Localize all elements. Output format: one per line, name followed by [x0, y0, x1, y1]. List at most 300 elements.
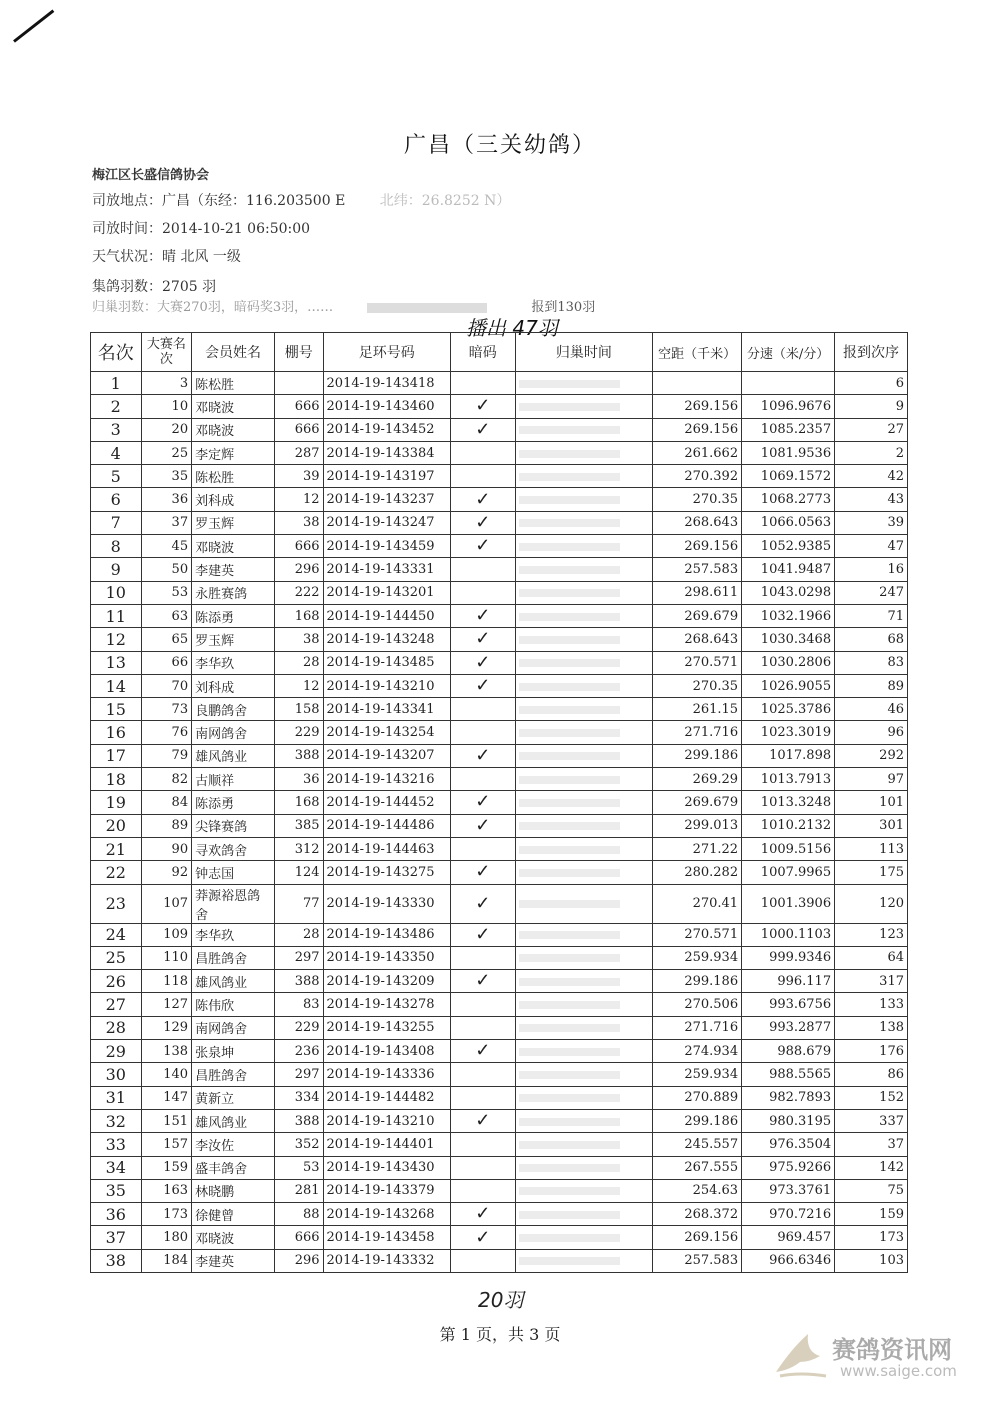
- rank-cell: 12: [91, 628, 142, 651]
- loft-cell: 77: [275, 884, 324, 923]
- faded-time-text: [519, 473, 621, 481]
- release-latitude: 北纬：26.8252 N）: [379, 193, 511, 209]
- return-time-cell: [515, 970, 653, 993]
- check-mark-icon: ✓: [475, 535, 491, 557]
- secret-mark-cell: [450, 1133, 515, 1156]
- secret-mark-cell: [450, 1063, 515, 1086]
- distance-cell: 268.643: [653, 511, 742, 534]
- weather-status: 天气状况：晴 北风 一级: [92, 249, 241, 265]
- member-cell: 昌胜鸽舍: [192, 1063, 275, 1086]
- return-time-cell: [515, 993, 653, 1016]
- rank-cell: 28: [91, 1016, 142, 1039]
- ring-cell: 2014-19-143460: [323, 395, 450, 418]
- table-row: [91, 1226, 908, 1249]
- return-time-cell: [515, 604, 653, 627]
- secret-mark-cell: [450, 604, 515, 627]
- distance-cell: 274.934: [653, 1040, 742, 1063]
- table-row: [91, 1156, 908, 1179]
- table-row: [91, 884, 908, 923]
- distance-cell: 299.186: [653, 970, 742, 993]
- ring-cell: 2014-19-144452: [323, 791, 450, 814]
- table-row: [91, 744, 908, 767]
- ring-cell: 2014-19-143278: [323, 993, 450, 1016]
- ring-cell: 2014-19-143418: [323, 372, 450, 395]
- member-cell: 莽源裕恩鸽舍: [192, 884, 275, 923]
- header-member: 会员姓名: [192, 333, 275, 372]
- table-row: [91, 558, 908, 581]
- return-time-cell: [515, 861, 653, 884]
- table-row: [91, 441, 908, 464]
- return-time-cell: [515, 923, 653, 946]
- table-row: [91, 721, 908, 744]
- secret-mark-cell: [450, 372, 515, 395]
- table-row: [91, 970, 908, 993]
- ring-cell: 2014-19-143430: [323, 1156, 450, 1179]
- report-order-cell: 83: [835, 651, 908, 674]
- race-rank-cell: 90: [141, 837, 192, 860]
- report-order-cell: 75: [835, 1179, 908, 1202]
- distance-cell: 270.506: [653, 993, 742, 1016]
- loft-cell: 28: [275, 651, 324, 674]
- check-mark-icon: ✓: [475, 418, 491, 440]
- distance-cell: 254.63: [653, 1179, 742, 1202]
- loft-cell: 388: [275, 970, 324, 993]
- return-time-cell: [515, 488, 653, 511]
- report-order-cell: 27: [835, 418, 908, 441]
- return-time-cell: [515, 1086, 653, 1109]
- report-order-cell: 173: [835, 1226, 908, 1249]
- member-cell: 刘科成: [192, 488, 275, 511]
- speed-cell: 975.9266: [742, 1156, 835, 1179]
- faded-time-text: [519, 706, 621, 714]
- speed-cell: 1017.898: [742, 744, 835, 767]
- speed-cell: 988.5565: [742, 1063, 835, 1086]
- ring-cell: 2014-19-143248: [323, 628, 450, 651]
- report-order-cell: 152: [835, 1086, 908, 1109]
- speed-cell: 1013.3248: [742, 791, 835, 814]
- return-time-cell: [515, 465, 653, 488]
- distance-cell: 269.679: [653, 791, 742, 814]
- secret-mark-cell: [450, 698, 515, 721]
- release-time: 司放时间：2014-10-21 06:50:00: [92, 221, 311, 237]
- loft-cell: [275, 372, 324, 395]
- race-rank-cell: 63: [141, 604, 192, 627]
- race-rank-cell: 66: [141, 651, 192, 674]
- ring-cell: 2014-19-144401: [323, 1133, 450, 1156]
- race-rank-cell: 79: [141, 744, 192, 767]
- race-rank-cell: 76: [141, 721, 192, 744]
- faded-time-text: [519, 846, 621, 854]
- member-cell: 昌胜鸽舍: [192, 946, 275, 969]
- loft-cell: 388: [275, 1109, 324, 1132]
- header-loft: 棚号: [275, 333, 324, 372]
- member-cell: 李建英: [192, 558, 275, 581]
- table-row: [91, 1040, 908, 1063]
- member-cell: 南网鸽舍: [192, 721, 275, 744]
- return-time-cell: [515, 535, 653, 558]
- distance-cell: 268.643: [653, 628, 742, 651]
- ring-cell: 2014-19-143384: [323, 441, 450, 464]
- rank-cell: 6: [91, 488, 142, 511]
- member-cell: 罗玉辉: [192, 628, 275, 651]
- race-rank-cell: 118: [141, 970, 192, 993]
- member-cell: 张泉坤: [192, 1040, 275, 1063]
- speed-cell: 993.6756: [742, 993, 835, 1016]
- distance-cell: 257.583: [653, 558, 742, 581]
- faded-time-text: [519, 613, 621, 621]
- report-order-cell: 42: [835, 465, 908, 488]
- faded-time-text: [519, 519, 621, 527]
- return-time-cell: [515, 1040, 653, 1063]
- check-mark-icon: ✓: [475, 511, 491, 533]
- ring-cell: 2014-19-143255: [323, 1016, 450, 1039]
- summary-text: 归巢羽数：大赛270羽，暗码奖3羽，……: [92, 300, 334, 315]
- faded-time-text: [519, 1234, 621, 1242]
- check-mark-icon: ✓: [475, 1110, 491, 1132]
- check-mark-icon: ✓: [475, 923, 491, 945]
- member-cell: 永胜赛鸽: [192, 581, 275, 604]
- check-mark-icon: ✓: [475, 744, 491, 766]
- secret-mark-cell: [450, 791, 515, 814]
- return-time-cell: [515, 837, 653, 860]
- ring-cell: 2014-19-143209: [323, 970, 450, 993]
- faded-time-text: [519, 380, 621, 388]
- check-mark-icon: ✓: [475, 814, 491, 836]
- loft-cell: 168: [275, 604, 324, 627]
- member-cell: 雄风鸽业: [192, 744, 275, 767]
- loft-cell: 39: [275, 465, 324, 488]
- distance-cell: 299.013: [653, 814, 742, 837]
- loft-cell: 666: [275, 418, 324, 441]
- member-cell: 寻欢鸽舍: [192, 837, 275, 860]
- distance-cell: 261.15: [653, 698, 742, 721]
- ring-cell: 2014-19-143207: [323, 744, 450, 767]
- watermark-title: 赛鸽资讯网: [832, 1336, 952, 1364]
- table-row: [91, 674, 908, 697]
- pen-stroke-mark: [13, 10, 54, 43]
- member-cell: 盛丰鸽舍: [192, 1156, 275, 1179]
- member-cell: 李建英: [192, 1249, 275, 1272]
- secret-mark-cell: [450, 488, 515, 511]
- rank-cell: 34: [91, 1156, 142, 1179]
- page-indicator: 第 1 页，共 3 页: [439, 1325, 561, 1344]
- association-name: 梅江区长盛信鸽协会: [92, 168, 210, 183]
- member-cell: 雄风鸽业: [192, 970, 275, 993]
- return-time-cell: [515, 511, 653, 534]
- return-time-cell: [515, 581, 653, 604]
- faded-time-text: [519, 543, 621, 551]
- speed-cell: 1096.9676: [742, 395, 835, 418]
- table-row: [91, 581, 908, 604]
- rank-cell: 16: [91, 721, 142, 744]
- check-mark-icon: ✓: [475, 970, 491, 992]
- return-time-cell: [515, 372, 653, 395]
- faded-time-text: [519, 636, 621, 644]
- member-cell: 黄新立: [192, 1086, 275, 1109]
- table-row: [91, 1179, 908, 1202]
- race-rank-cell: 25: [141, 441, 192, 464]
- faded-time-text: [519, 1094, 621, 1102]
- distance-cell: 259.934: [653, 946, 742, 969]
- page-title: 广昌（三关幼鸽）: [403, 133, 596, 158]
- table-row: [91, 1249, 908, 1272]
- distance-cell: 269.156: [653, 1226, 742, 1249]
- speed-cell: 1010.2132: [742, 814, 835, 837]
- header-race-rank: 大赛名次: [141, 333, 192, 372]
- race-rank-cell: 180: [141, 1226, 192, 1249]
- ring-cell: 2014-19-143341: [323, 698, 450, 721]
- race-rank-cell: 53: [141, 581, 192, 604]
- check-mark-icon: ✓: [475, 651, 491, 673]
- member-cell: 陈添勇: [192, 791, 275, 814]
- race-rank-cell: 65: [141, 628, 192, 651]
- faded-time-text: [519, 954, 621, 962]
- distance-cell: 299.186: [653, 1109, 742, 1132]
- ring-cell: 2014-19-143268: [323, 1203, 450, 1226]
- loft-cell: 229: [275, 721, 324, 744]
- race-rank-cell: 159: [141, 1156, 192, 1179]
- watermark-url: www.saige.com: [840, 1362, 957, 1380]
- ring-cell: 2014-19-144450: [323, 604, 450, 627]
- return-time-cell: [515, 1063, 653, 1086]
- blurred-text: [367, 303, 487, 313]
- return-time-cell: [515, 1133, 653, 1156]
- ring-cell: 2014-19-143210: [323, 674, 450, 697]
- race-rank-cell: 89: [141, 814, 192, 837]
- table-row: [91, 395, 908, 418]
- check-mark-icon: ✓: [475, 605, 491, 627]
- member-cell: 李华玖: [192, 651, 275, 674]
- race-rank-cell: 73: [141, 698, 192, 721]
- ring-cell: 2014-19-143336: [323, 1063, 450, 1086]
- table-row: [91, 535, 908, 558]
- secret-mark-cell: [450, 721, 515, 744]
- check-mark-icon: ✓: [475, 892, 491, 914]
- race-rank-cell: 163: [141, 1179, 192, 1202]
- secret-mark-cell: [450, 1203, 515, 1226]
- speed-cell: 970.7216: [742, 1203, 835, 1226]
- speed-cell: 982.7893: [742, 1086, 835, 1109]
- speed-cell: 1007.9965: [742, 861, 835, 884]
- rank-cell: 7: [91, 511, 142, 534]
- table-row: [91, 651, 908, 674]
- secret-mark-cell: [450, 441, 515, 464]
- faded-time-text: [519, 799, 621, 807]
- secret-mark-cell: [450, 861, 515, 884]
- secret-mark-cell: [450, 418, 515, 441]
- table-row: [91, 1016, 908, 1039]
- loft-cell: 296: [275, 1249, 324, 1272]
- loft-cell: 666: [275, 1226, 324, 1249]
- distance-cell: 270.392: [653, 465, 742, 488]
- report-order-cell: 292: [835, 744, 908, 767]
- pigeon-logo-icon: [770, 1328, 830, 1384]
- speed-cell: 1069.1572: [742, 465, 835, 488]
- table-row: [91, 698, 908, 721]
- distance-cell: 270.889: [653, 1086, 742, 1109]
- rank-cell: 36: [91, 1203, 142, 1226]
- report-order-cell: 175: [835, 861, 908, 884]
- secret-mark-cell: [450, 884, 515, 923]
- secret-mark-cell: [450, 1179, 515, 1202]
- report-order-cell: 133: [835, 993, 908, 1016]
- return-time-cell: [515, 698, 653, 721]
- faded-time-text: [519, 752, 621, 760]
- return-time-cell: [515, 1156, 653, 1179]
- distance-cell: 270.571: [653, 651, 742, 674]
- member-cell: 李定辉: [192, 441, 275, 464]
- return-time-cell: [515, 946, 653, 969]
- speed-cell: 1043.0298: [742, 581, 835, 604]
- speed-cell: 973.3761: [742, 1179, 835, 1202]
- return-time-cell: [515, 744, 653, 767]
- distance-cell: 271.716: [653, 1016, 742, 1039]
- member-cell: 李华玖: [192, 923, 275, 946]
- race-rank-cell: 84: [141, 791, 192, 814]
- table-row: [91, 465, 908, 488]
- distance-cell: 298.611: [653, 581, 742, 604]
- secret-mark-cell: [450, 923, 515, 946]
- return-time-cell: [515, 884, 653, 923]
- rank-cell: 27: [91, 993, 142, 1016]
- race-rank-cell: 36: [141, 488, 192, 511]
- ring-cell: 2014-19-143237: [323, 488, 450, 511]
- speed-cell: 976.3504: [742, 1133, 835, 1156]
- release-site: 司放地点：广昌（东经：116.203500 E: [92, 193, 346, 209]
- speed-cell: 1025.3786: [742, 698, 835, 721]
- report-order-cell: 317: [835, 970, 908, 993]
- faded-time-text: [519, 869, 621, 877]
- table-row: [91, 1133, 908, 1156]
- return-time-cell: [515, 441, 653, 464]
- ring-cell: 2014-19-143197: [323, 465, 450, 488]
- speed-cell: 999.9346: [742, 946, 835, 969]
- member-cell: 尖锋赛鸽: [192, 814, 275, 837]
- header-speed: 分速（米/分）: [742, 333, 835, 372]
- check-mark-icon: ✓: [475, 488, 491, 510]
- ring-cell: 2014-19-143330: [323, 884, 450, 923]
- race-rank-cell: 3: [141, 372, 192, 395]
- report-order-cell: 120: [835, 884, 908, 923]
- rank-cell: 38: [91, 1249, 142, 1272]
- faded-time-text: [519, 1118, 621, 1126]
- summary-end: 报到130羽: [531, 300, 596, 315]
- faded-time-text: [519, 589, 621, 597]
- race-rank-cell: 10: [141, 395, 192, 418]
- table-row: [91, 946, 908, 969]
- faded-time-text: [519, 403, 621, 411]
- faded-time-text: [519, 931, 621, 939]
- speed-cell: 1081.9536: [742, 441, 835, 464]
- loft-cell: 168: [275, 791, 324, 814]
- table-row: [91, 791, 908, 814]
- rank-cell: 24: [91, 923, 142, 946]
- speed-cell: 1000.1103: [742, 923, 835, 946]
- faded-time-text: [519, 426, 621, 434]
- secret-mark-cell: [450, 768, 515, 791]
- rank-cell: 5: [91, 465, 142, 488]
- table-header-row: [91, 333, 908, 372]
- secret-mark-cell: [450, 814, 515, 837]
- distance-cell: 267.555: [653, 1156, 742, 1179]
- member-cell: 雄风鸽业: [192, 1109, 275, 1132]
- table-row: [91, 488, 908, 511]
- check-mark-icon: ✓: [475, 1226, 491, 1248]
- secret-mark-cell: [450, 1109, 515, 1132]
- speed-cell: 1023.3019: [742, 721, 835, 744]
- race-rank-cell: 50: [141, 558, 192, 581]
- return-time-cell: [515, 395, 653, 418]
- distance-cell: 257.583: [653, 1249, 742, 1272]
- rank-cell: 25: [91, 946, 142, 969]
- header-report-order: 报到次序: [835, 333, 908, 372]
- faded-time-text: [519, 496, 621, 504]
- table-row: [91, 628, 908, 651]
- rank-cell: 20: [91, 814, 142, 837]
- report-order-cell: 113: [835, 837, 908, 860]
- distance-cell: 261.662: [653, 441, 742, 464]
- report-order-cell: 337: [835, 1109, 908, 1132]
- speed-cell: 980.3195: [742, 1109, 835, 1132]
- distance-cell: 259.934: [653, 1063, 742, 1086]
- faded-time-text: [519, 1164, 621, 1172]
- return-time-cell: [515, 1016, 653, 1039]
- speed-cell: 1026.9055: [742, 674, 835, 697]
- secret-mark-cell: [450, 395, 515, 418]
- report-order-cell: 96: [835, 721, 908, 744]
- race-rank-cell: 20: [141, 418, 192, 441]
- report-order-cell: 9: [835, 395, 908, 418]
- speed-cell: 996.117: [742, 970, 835, 993]
- rank-cell: 18: [91, 768, 142, 791]
- pigeon-count: 集鸽羽数：2705 羽: [92, 279, 217, 295]
- secret-mark-cell: [450, 1016, 515, 1039]
- loft-cell: 297: [275, 946, 324, 969]
- rank-cell: 35: [91, 1179, 142, 1202]
- loft-cell: 222: [275, 581, 324, 604]
- race-rank-cell: 37: [141, 511, 192, 534]
- loft-cell: 666: [275, 535, 324, 558]
- race-rank-cell: 110: [141, 946, 192, 969]
- member-cell: 钟志国: [192, 861, 275, 884]
- speed-cell: 988.679: [742, 1040, 835, 1063]
- rank-cell: 2: [91, 395, 142, 418]
- member-cell: 李汝佐: [192, 1133, 275, 1156]
- rank-cell: 4: [91, 441, 142, 464]
- secret-mark-cell: [450, 1086, 515, 1109]
- secret-mark-cell: [450, 993, 515, 1016]
- secret-mark-cell: [450, 535, 515, 558]
- rank-cell: 17: [91, 744, 142, 767]
- faded-time-text: [519, 978, 621, 986]
- rank-cell: 9: [91, 558, 142, 581]
- loft-cell: 297: [275, 1063, 324, 1086]
- report-order-cell: 103: [835, 1249, 908, 1272]
- ring-cell: 2014-19-144486: [323, 814, 450, 837]
- return-time-cell: [515, 651, 653, 674]
- speed-cell: [742, 372, 835, 395]
- speed-cell: 969.457: [742, 1226, 835, 1249]
- secret-mark-cell: [450, 651, 515, 674]
- header-secret: 暗码: [450, 333, 515, 372]
- speed-cell: 1030.3468: [742, 628, 835, 651]
- faded-time-text: [519, 1071, 621, 1079]
- loft-cell: 12: [275, 488, 324, 511]
- table-row: [91, 1063, 908, 1086]
- report-order-cell: 176: [835, 1040, 908, 1063]
- table-row: [91, 814, 908, 837]
- table-row: [91, 993, 908, 1016]
